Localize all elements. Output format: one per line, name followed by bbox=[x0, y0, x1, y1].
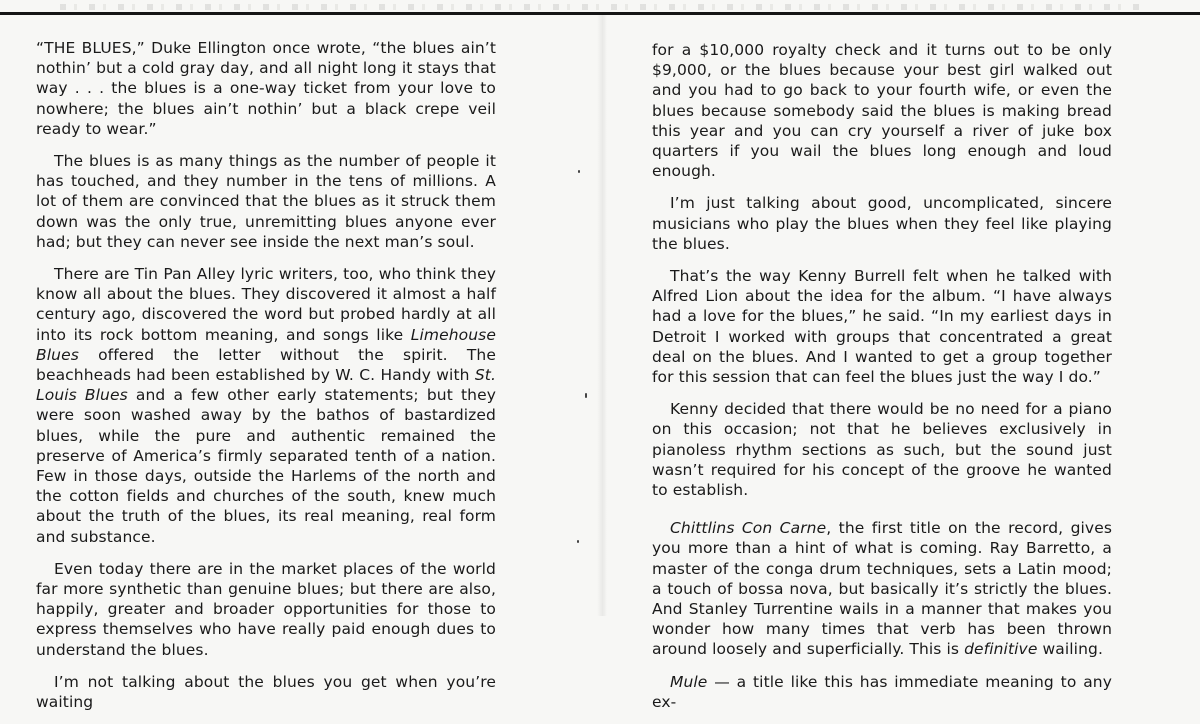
italic-title: Chittlins Con Carne bbox=[670, 519, 827, 538]
scan-speck bbox=[578, 170, 580, 173]
paragraph bbox=[36, 559, 496, 660]
italic-title: Mule bbox=[670, 672, 708, 691]
paragraph bbox=[652, 193, 1112, 254]
italic-word: definitive bbox=[964, 640, 1038, 659]
text-run: wailing. bbox=[1037, 640, 1103, 659]
text-run: Even today there are in the market places of the world far more synthetic than genuine blues; but there are also, happily, greater and broader opportunities for those to express themselves who have really paid enough dues to understand the blues. bbox=[36, 559, 496, 659]
text-run: offered the letter without the spirit. The beachheads had been established by W. C. Handy with bbox=[36, 345, 496, 385]
text-run: and a few other early statements; but they were soon washed away by the bathos of bastardized blues, while the pure and authentic remained the preserve of America’s firmly separated tenth of a nation. Few in those days, outside the Harlems of the north and the cotton fields and churches of the south, knew much about the truth of the blues, its real meaning, real form and substance. bbox=[36, 386, 496, 546]
left-page bbox=[36, 38, 496, 724]
paragraph bbox=[652, 672, 1112, 712]
italic-title: Limehouse Blues bbox=[36, 325, 496, 364]
italic-title: St. Louis Blues bbox=[36, 366, 496, 405]
paragraph bbox=[36, 264, 496, 547]
paragraph bbox=[36, 38, 496, 139]
text-run: I’m not talking about the blues you get when you’re waiting bbox=[36, 672, 496, 712]
text-run: for a $10,000 royalty check and it turns out to be only $9,000, or the blues because your best girl walked out and you had to go back to your fourth wife, or even the blues because somebody said the blues is making bread this year and you can cry yourself a river of juke box quarters if you wail the blues long enough and loud enough. bbox=[652, 41, 1112, 181]
paragraph bbox=[652, 40, 1112, 181]
right-page bbox=[652, 40, 1112, 724]
paragraph bbox=[36, 672, 496, 712]
text-run: , the first title on the record, gives you more than a hint of what is coming. Ray Barretto, a master of the conga drum techniques, sets a Latin mood; a touch of bossa nova, but basically it’s strictly the blues. And Stanley Turrentine wails in a manner that makes you wonder how many times that verb has been thrown around loosely and superficially. This is bbox=[652, 519, 1113, 659]
scan-speck bbox=[585, 393, 587, 398]
text-run: There are Tin Pan Alley lyric writers, too, who think they know all about the blues. They discovered it almost a half century ago, discovered the word but probed hardly at all into its rock bottom meaning, and songs like bbox=[36, 265, 496, 344]
text-run: Kenny decided that there would be no need for a piano on this occasion; not that he believes exclusively in pianoless rhythm sections as such, but the sound just wasn’t required for his concept of the groove he wanted to establish. bbox=[652, 400, 1112, 500]
text-run: “THE BLUES,” Duke Ellington once wrote, “the blues ain’t nothin’ but a cold gray day, and all night long it stays that way . . . the blues is a one-way ticket from your love to nowhere; the blues ain’t nothin’ but a black crepe veil ready to wear.” bbox=[36, 39, 496, 138]
text-run: That’s the way Kenny Burrell felt when he talked with Alfred Lion about the idea for the album. “I have always had a love for the blues,” he said. “In my earliest days in Detroit I worked with groups that concentrated a great deal on the blues. And I wanted to get a group together for this session that can feel the blues just the way I do.” bbox=[652, 267, 1112, 387]
text-run: — a title like this has immediate meaning to any ex- bbox=[652, 672, 1112, 711]
paragraph bbox=[652, 518, 1112, 659]
scan-top-texture bbox=[60, 4, 1140, 10]
paragraph bbox=[36, 151, 496, 252]
page-gutter bbox=[597, 15, 607, 616]
paragraph bbox=[652, 399, 1112, 500]
scan-speck bbox=[577, 540, 579, 543]
text-run: The blues is as many things as the number of people it has touched, and they number in the tens of millions. A lot of them are convinced that the blues as it struck them down was the only true, unremitting blues anyone ever had; but they can never see inside the next man’s soul. bbox=[36, 152, 496, 251]
paragraph bbox=[652, 266, 1112, 387]
text-run: I’m just talking about good, uncomplicated, sincere musicians who play the blues when they feel like playing the blues. bbox=[652, 194, 1112, 253]
